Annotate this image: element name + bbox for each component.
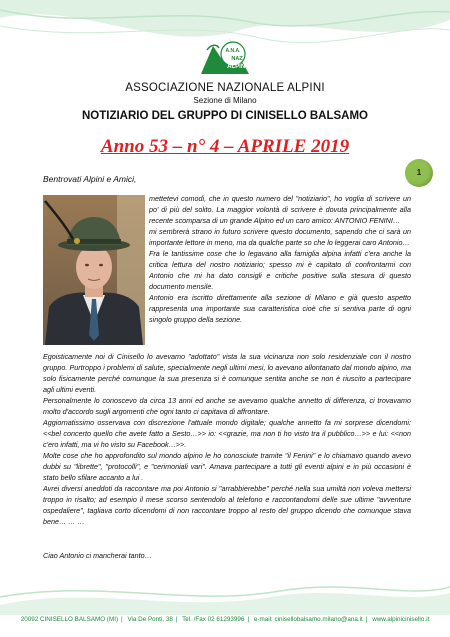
paragraph: Molte cose che ho approfondito sul mondo alpino le ho conosciute tramite "il Fenini" e lo chiamavo quando avevo dubbi su "librette", "protocolli", e "cerimoniali vari". Amava partecipare a tutti gli eventi alpini e in più occasioni è stato bello sfilare accanto a lui . xyxy=(43,451,411,482)
article-text-full-width xyxy=(43,351,411,527)
greeting: Bentrovati Alpini e Amici, xyxy=(43,174,137,184)
closing-line: Ciao Antonio ci mancherai tanto… xyxy=(43,551,152,560)
portrait-photo xyxy=(43,195,145,345)
paragraph: Personalmente lo conoscevo da circa 13 anni ed anche se avevamo qualche annetto di differenza, ci trovavamo molto d'accordo sugli argomenti che ogni tanto ci capitava di affrontare. xyxy=(43,396,411,416)
paragraph: Avrei diversi aneddoti da raccontare ma poi Antonio si "arrabbierebbe" perché nella sua umiltà non voleva mettersi troppo in risalto; ad esempio il mese scorso sentendolo al telefono e raccontandomi delle sue ultime "avventure ospedaliere", tagliava corto dicendomi di non raccontare troppo al resto del gruppo dicendo che comunque stava bene… … … xyxy=(43,484,411,526)
paragraph: mettetevi comodi, che in questo numero del "notiziario", ho voglia di scrivere un po' di più del solito. La maggior volontà di scrivere è dovuta principalmente alla recente scomparsa di un grande Alpino ed un caro amico: ANTONIO FENINI… xyxy=(149,194,411,225)
logo-text-top: A.N.A. xyxy=(225,48,241,54)
paragraph: Antonio era iscritto direttamente alla sezione di Milano e già questo aspetto rappresenta una importante sua caratteristica cioè che si sentiva parte di ogni singolo gruppo della sezione. xyxy=(149,293,411,324)
paragraph: mi sembrerà strano in futuro scrivere questo documento, sapendo che ci sarà un importante lettore in meno, ma da qualche parte so che lo leggerai caro Antonio… xyxy=(149,227,411,247)
newsletter-title: NOTIZIARIO DEL GRUPPO DI CINISELLO BALSAMO xyxy=(81,110,369,122)
ana-logo xyxy=(193,24,257,80)
page-number-badge: 1 xyxy=(405,159,433,187)
association-name: ASSOCIAZIONE NAZIONALE ALPINI xyxy=(125,82,325,94)
logo-text-mid: NAZ xyxy=(231,56,243,62)
footer-phone: Tel. /Fax 02 61293996 xyxy=(182,616,245,623)
paragraph: Fra le tantissime cose che lo legavano alla famiglia alpina infatti c'era anche la critica lettura del nostro notiziario; spesso mi è capitato di confrontarmi con Antonio che mi ha dato consigli e critiche positive sulla stesura di questo documento mensile. xyxy=(149,249,411,291)
footer-contacts: 20092 CINISELLO BALSAMO (MI) | Via De Ponti, 38 | Tel. /Fax 02 61293996 | e-mail: cinisellobalsamo.milano@ana.it | www.alpinicinisello.it xyxy=(20,616,430,623)
footer-website[interactable]: www.alpinicinisello.it xyxy=(372,616,430,623)
issue-title: Anno 53 – n° 4 – APRILE 2019 xyxy=(100,136,350,157)
footer-address: 20092 CINISELLO BALSAMO (MI) xyxy=(20,616,119,623)
logo-text-bottom: ALPINI xyxy=(227,64,247,70)
paragraph: Egoisticamente noi di Cinisello lo avevamo "adottato" vista la sua vicinanza non solo residenziale con il nostro gruppo. Purtroppo i problemi di salute, specialmente negli ultimi mesi, lo avevano allontanato dal mondo alpino, ma solo fisicamente perché comunque la sua presenza si è comunque sentita anche se non è riuscito a partecipare agli ultimi eventi. xyxy=(43,352,411,394)
section-name: Sezione di Milano xyxy=(193,96,257,105)
paragraph: Aggiornatissimo osservava con discrezione l'attuale mondo digitale; qualche annetto fa mi sorprese dicendomi: <<bel concerto quello che avete fatto a Sesto…>> io: <<grazie, ma non ti ho visto tra il pubblico…>> e lui: <<non c'ero infatti, ma vi ho visto su Facebook…>>. xyxy=(43,418,411,449)
footer-email[interactable]: e-mail: cinisellobalsamo.milano@ana.it xyxy=(253,616,363,623)
article-text-beside-photo xyxy=(149,193,411,325)
footer-street: Via De Ponti, 38 xyxy=(127,616,173,623)
footer-wave xyxy=(0,575,450,615)
